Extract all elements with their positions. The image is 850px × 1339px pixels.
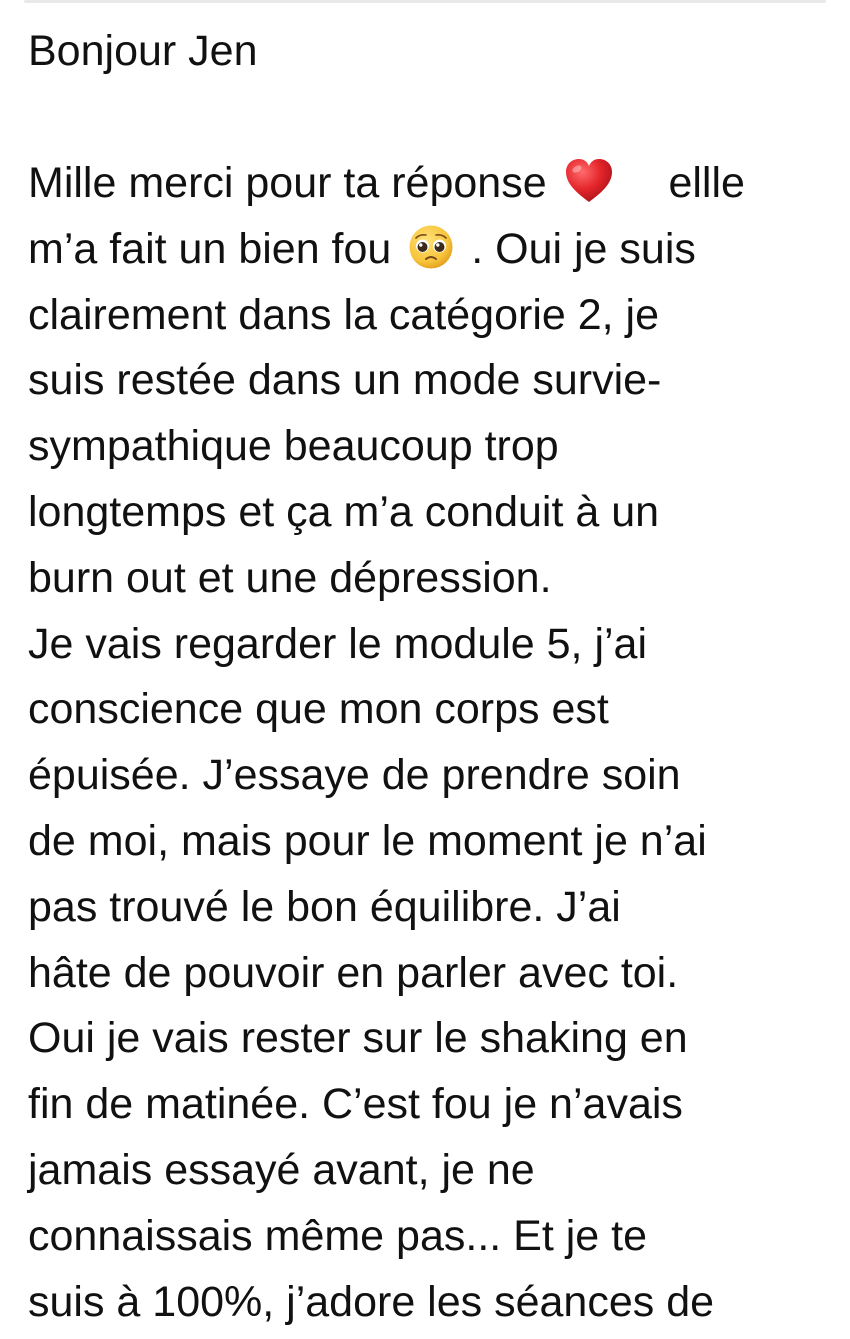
message-line: fin de matinée. C’est fou je n’avais	[28, 1080, 683, 1129]
message-line: de moi, mais pour le moment je n’ai	[28, 816, 707, 865]
message-line: suis à 100%, j’adore les séances de	[28, 1277, 715, 1326]
message-line: clairement dans la catégorie 2, je	[28, 290, 660, 339]
message-text: . Oui je suis	[471, 224, 696, 273]
message-line: jamais essayé avant, je ne	[28, 1145, 535, 1194]
red-heart-icon	[564, 158, 614, 204]
message-line: hâte de pouvoir en parler avec toi.	[28, 948, 679, 997]
message-line: sympathique beaucoup trop	[28, 422, 559, 471]
message-text: Mille merci pour ta réponse	[28, 159, 547, 207]
message-text: m’a fait un bien fou	[28, 224, 392, 273]
greeting-line: Bonjour Jen	[28, 27, 258, 75]
message-line: burn out et une dépression.	[28, 553, 552, 602]
message-line: Oui je vais rester sur le shaking en	[28, 1014, 688, 1063]
pleading-face-icon	[408, 224, 454, 270]
message-line: pas trouvé le bon équilibre. J’ai	[28, 882, 621, 931]
message-text: ellle	[668, 159, 745, 207]
message-line: suis restée dans un mode survie-	[28, 356, 662, 405]
message-line: longtemps et ça m’a conduit à un	[28, 487, 660, 536]
message-line: conscience que mon corps est	[28, 685, 609, 734]
message-line: connaissais même pas... Et je te	[28, 1211, 648, 1260]
message-line: épuisée. J’essaye de prendre soin	[28, 751, 681, 800]
message-line	[28, 221, 838, 287]
message-line	[28, 155, 838, 221]
top-divider	[24, 0, 826, 3]
message-body[interactable]	[28, 23, 838, 1339]
message-line: Je vais regarder le module 5, j’ai	[28, 619, 648, 668]
